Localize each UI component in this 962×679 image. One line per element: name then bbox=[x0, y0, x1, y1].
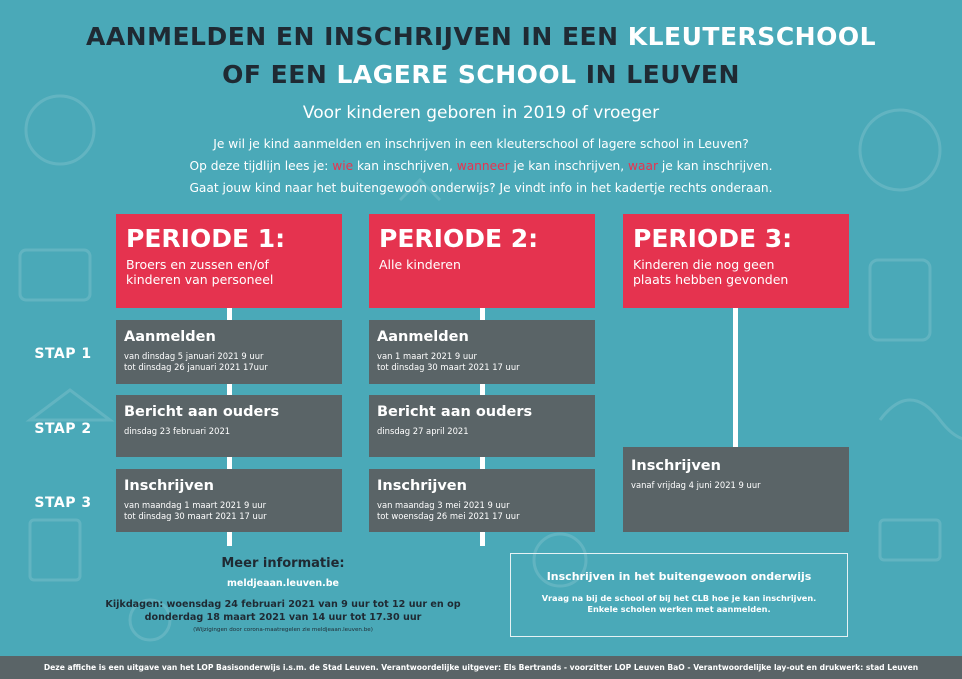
title-highlight-kleuterschool: KLEUTERSCHOOL bbox=[627, 22, 877, 51]
meldjeaan-link[interactable]: meldjeaan.leuven.be bbox=[226, 578, 339, 589]
buitengewoon-text: Enkele scholen werken met aanmelden. bbox=[587, 604, 771, 614]
intro-text: kan inschrijven, bbox=[353, 159, 457, 173]
periode-title: PERIODE 2: bbox=[379, 224, 539, 253]
periode-title: PERIODE 3: bbox=[633, 224, 793, 253]
p2-aanmelden-box bbox=[369, 320, 595, 384]
buitengewoon-text: Vraag na bij de school of bij het CLB hoe je kan inschrijven. bbox=[541, 593, 817, 603]
timeline-connector bbox=[733, 306, 738, 452]
step-date: tot dinsdag 26 januari 2021 17uur bbox=[124, 362, 268, 372]
periode-title: PERIODE 1: bbox=[126, 224, 286, 253]
step-date: dinsdag 23 februari 2021 bbox=[124, 426, 231, 436]
periode-3-header bbox=[623, 214, 849, 308]
corona-note: (Wijzigingen door corona-maatregelen zie meldjeaan.leuven.be) bbox=[193, 627, 373, 633]
stap-1-label: STAP 1 bbox=[34, 346, 92, 362]
step-heading: Bericht aan ouders bbox=[377, 404, 533, 420]
main-title-line-2 bbox=[0, 60, 962, 89]
periode-1-header bbox=[116, 214, 342, 308]
intro-line-3: Gaat jouw kind naar het buitengewoon onderwijs? Je vindt info in het kadertje rechts onderaan. bbox=[189, 181, 773, 195]
step-date: dinsdag 27 april 2021 bbox=[377, 426, 469, 436]
intro-keyword-wanneer: wanneer bbox=[456, 159, 510, 173]
buitengewoon-heading: Inschrijven in het buitengewoon onderwijs bbox=[546, 570, 812, 583]
meer-informatie-heading: Meer informatie: bbox=[221, 556, 345, 571]
title-highlight-lagere-school: LAGERE SCHOOL bbox=[336, 60, 577, 89]
intro-keyword-wie: wie bbox=[332, 159, 354, 173]
stap-3-label: STAP 3 bbox=[34, 495, 92, 511]
step-heading: Aanmelden bbox=[124, 329, 216, 345]
p1-inschrijven-box bbox=[116, 469, 342, 532]
buitengewoon-onderwijs-box bbox=[510, 553, 848, 637]
main-title-line-1 bbox=[0, 22, 962, 51]
step-date: van dinsdag 5 januari 2021 9 uur bbox=[124, 351, 264, 361]
step-date: tot dinsdag 30 maart 2021 17 uur bbox=[377, 362, 520, 372]
step-date: van 1 maart 2021 9 uur bbox=[377, 351, 477, 361]
stap-2-label: STAP 2 bbox=[34, 421, 92, 437]
p2-inschrijven-box bbox=[369, 469, 595, 532]
p1-bericht-box bbox=[116, 395, 342, 457]
step-date: tot woensdag 26 mei 2021 17 uur bbox=[377, 511, 520, 521]
periode-desc: Alle kinderen bbox=[379, 257, 461, 272]
step-date: tot dinsdag 30 maart 2021 17 uur bbox=[124, 511, 267, 521]
step-heading: Inschrijven bbox=[377, 478, 467, 494]
intro-line-2 bbox=[0, 159, 962, 173]
step-date: van maandag 3 mei 2021 9 uur bbox=[377, 500, 510, 510]
intro-text: je kan inschrijven. bbox=[657, 159, 773, 173]
intro-text: je kan inschrijven, bbox=[509, 159, 629, 173]
footer-credits: Deze affiche is een uitgave van het LOP Basisonderwijs i.s.m. de Stad Leuven. Verantwoordelijke uitgever: Els Bertrands - voorzitter LOP Leuven BaO - Verantwoordelijke lay-out en drukwerk: stad Leuven bbox=[0, 656, 962, 679]
periode-desc: Broers en zussen en/of bbox=[126, 257, 269, 272]
step-date: vanaf vrijdag 4 juni 2021 9 uur bbox=[631, 480, 761, 490]
step-heading: Inschrijven bbox=[124, 478, 214, 494]
periode-2-header bbox=[369, 214, 595, 308]
p2-bericht-box bbox=[369, 395, 595, 457]
step-date: van maandag 1 maart 2021 9 uur bbox=[124, 500, 267, 510]
step-heading: Bericht aan ouders bbox=[124, 404, 280, 420]
step-heading: Inschrijven bbox=[631, 458, 721, 474]
p3-inschrijven-box bbox=[623, 447, 849, 532]
title-part: IN LEUVEN bbox=[576, 60, 740, 89]
periode-desc: kinderen van personeel bbox=[126, 272, 274, 287]
intro-text: Op deze tijdlijn lees je: bbox=[189, 159, 333, 173]
intro-line-1: Je wil je kind aanmelden en inschrijven in een kleuterschool of lagere school in Leuven? bbox=[213, 137, 749, 151]
subtitle: Voor kinderen geboren in 2019 of vroeger bbox=[302, 103, 660, 123]
kijkdagen-line-1: Kijkdagen: woensdag 24 februari 2021 van 9 uur tot 12 uur en op bbox=[105, 599, 461, 610]
intro-keyword-waar: waar bbox=[628, 159, 658, 173]
step-heading: Aanmelden bbox=[377, 329, 469, 345]
periode-desc: plaats hebben gevonden bbox=[633, 272, 789, 287]
p1-aanmelden-box bbox=[116, 320, 342, 384]
title-part: AANMELDEN EN INSCHRIJVEN IN EEN bbox=[85, 22, 628, 51]
periode-desc: Kinderen die nog geen bbox=[633, 257, 775, 272]
title-part: OF EEN bbox=[222, 60, 337, 89]
kijkdagen-line-2: donderdag 18 maart 2021 van 14 uur tot 17.30 uur bbox=[144, 612, 422, 623]
